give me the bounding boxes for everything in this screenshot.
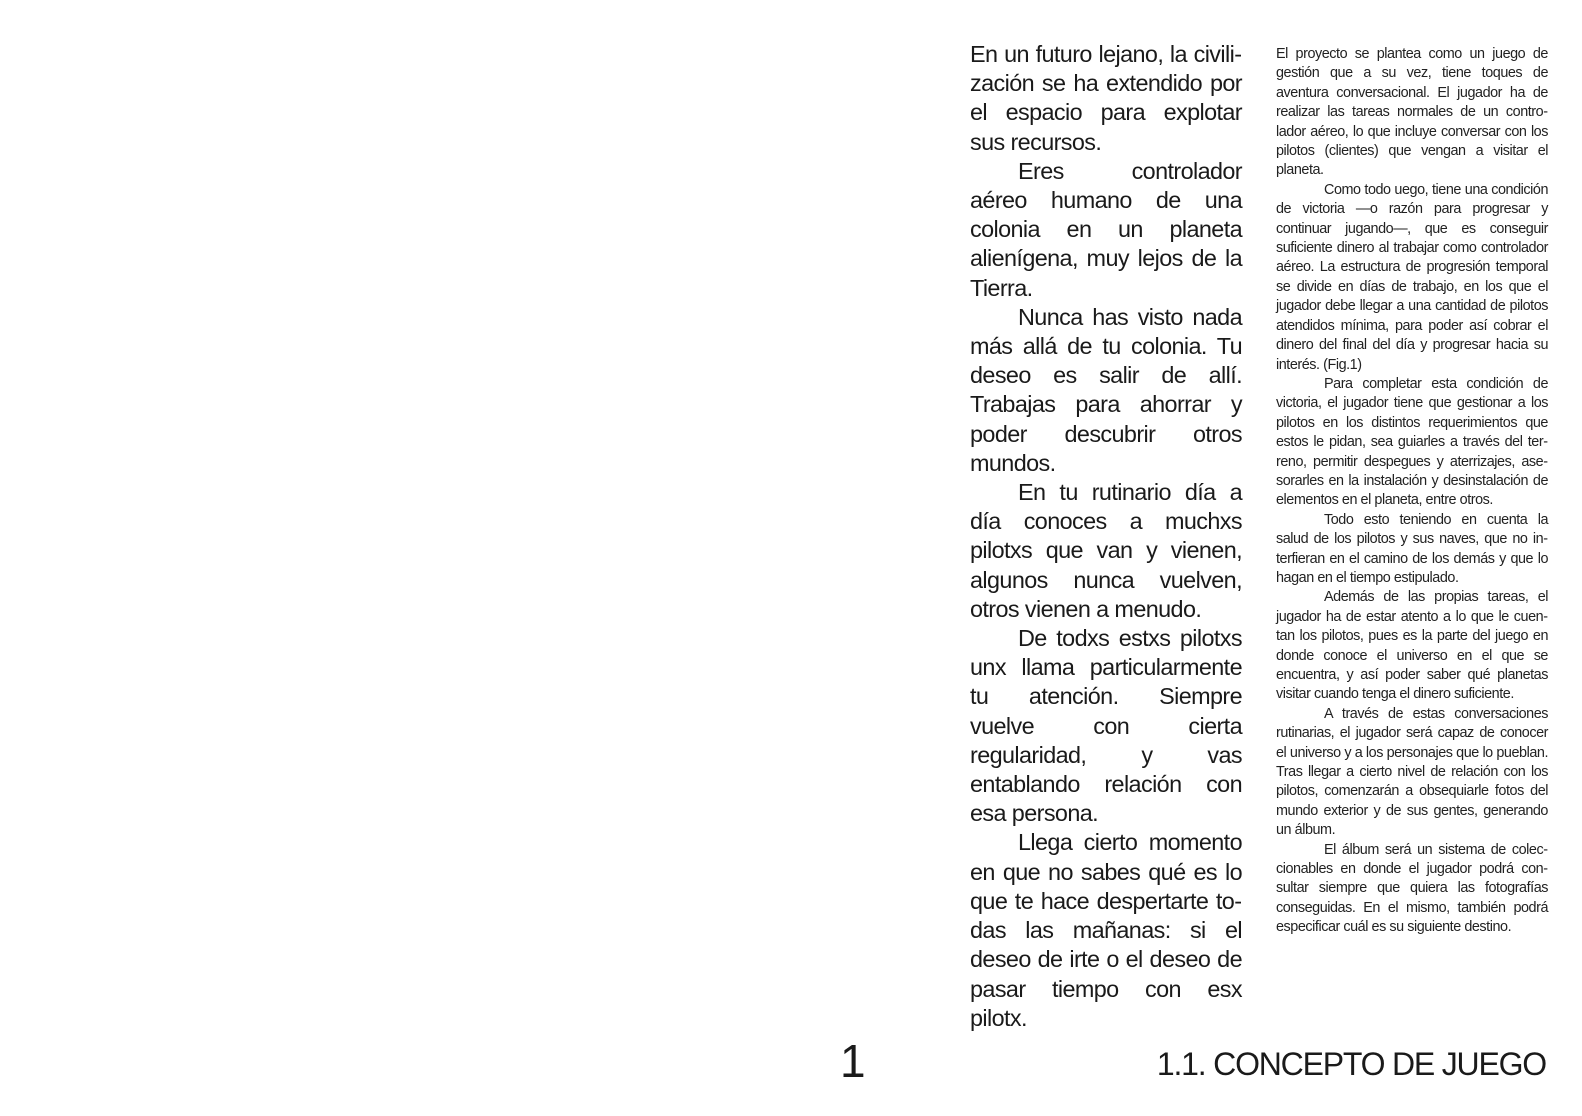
narrative-paragraph-2: Eres controlador aéreo humano de una colonia en un planeta alienígena, muy lejos de la Tierra. xyxy=(970,157,1242,301)
page-number: 1 xyxy=(840,1035,865,1087)
narrative-paragraph-1: En un futuro lejano, la civilización se ha extendido por el espacio para explotar sus recursos. xyxy=(970,41,1242,155)
narrative-paragraph-4: En tu rutinario día a día conoces a muchxs pilotxs que van y vienen, algunos nunca vuelven, otros vienen a menudo. xyxy=(970,479,1242,622)
narrative-column xyxy=(970,40,1242,1033)
concept-paragraph-1: El proyecto se plantea como un juego de gestión que a su vez, tiene toques de aventura conversacional. El jugador ha de realizar las tareas normales de un controlador aéreo, lo que incluye conversar con los pilotos (clientes) que vengan a visitar el planeta. xyxy=(1276,46,1548,179)
concept-paragraph-5: Además de las propias tareas, el jugador ha de estar atento a lo que le cuentan los pilotos, pues es la parte del juego en donde conoce el universo en el que se encuentra, y así poder saber qué planetas visitar cuando tenga el dinero suficiente. xyxy=(1276,589,1548,703)
concept-paragraph-6: A través de estas conversaciones rutinarias, el jugador será capaz de conocer el universo y a los personajes que lo pueblan. Tras llegar a cierto nivel de relación con los pilotos, comenzarán a obsequiarle fotos del mundo exterior y de sus gentes, generando un álbum. xyxy=(1276,705,1548,839)
concept-paragraph-3: Para completar esta condición de victoria, el jugador tiene que gestionar a los pilotos en los distintos requerimientos que estos le pidan, sea guiarles a través del terreno, permitir despegues y aterrizajes, asesorarles en la instalación y desinstalación de elementos en el planeta, entre otros. xyxy=(1276,375,1548,509)
concept-paragraph-2: Como todo uego, tiene una condición de victoria —o razón para progresar y continuar jugando—, que es conseguir suficiente dinero al trabajar como controlador aéreo. La estructura de progresión temporal se divide en días de trabajo, en los que el jugador debe llegar a una cantidad de pilotos atendidos mínima, para poder así cobrar el dinero del final del día y progresar hacia su interés. (Fig.1) xyxy=(1276,181,1548,373)
concept-paragraph-4: Todo esto teniendo en cuenta la salud de los pilotos y sus naves, que no interfieran en el camino de los demás y que lo hagan en el tiempo estipulado. xyxy=(1276,511,1548,586)
narrative-paragraph-6: Llega cierto momento en que no sabes qué es lo que te hace despertarte todas las mañanas: si el deseo de irte o el deseo de pasar tiempo con esx pilotx. xyxy=(970,829,1242,1031)
section-title: 1.1. CONCEPTO DE JUEGO xyxy=(1156,1046,1546,1082)
narrative-paragraph-5: De todxs estxs pilotxs unx llama particularmente tu atención. Siempre vuelve con cierta regularidad, y vas entablando relación con esa persona. xyxy=(970,625,1242,827)
concept-paragraph-7: El álbum será un sistema de coleccionables en donde el jugador podrá consultar siempre que quiera las fotografías conseguidas. En el mismo, también podrá especificar cuál es su siguiente destino. xyxy=(1276,841,1548,936)
narrative-paragraph-3: Nunca has visto nada más allá de tu colonia. Tu deseo es salir de allí. Trabajas para ahorrar y poder descubrir otros mundos. xyxy=(970,303,1242,476)
concept-column xyxy=(1276,45,1548,938)
